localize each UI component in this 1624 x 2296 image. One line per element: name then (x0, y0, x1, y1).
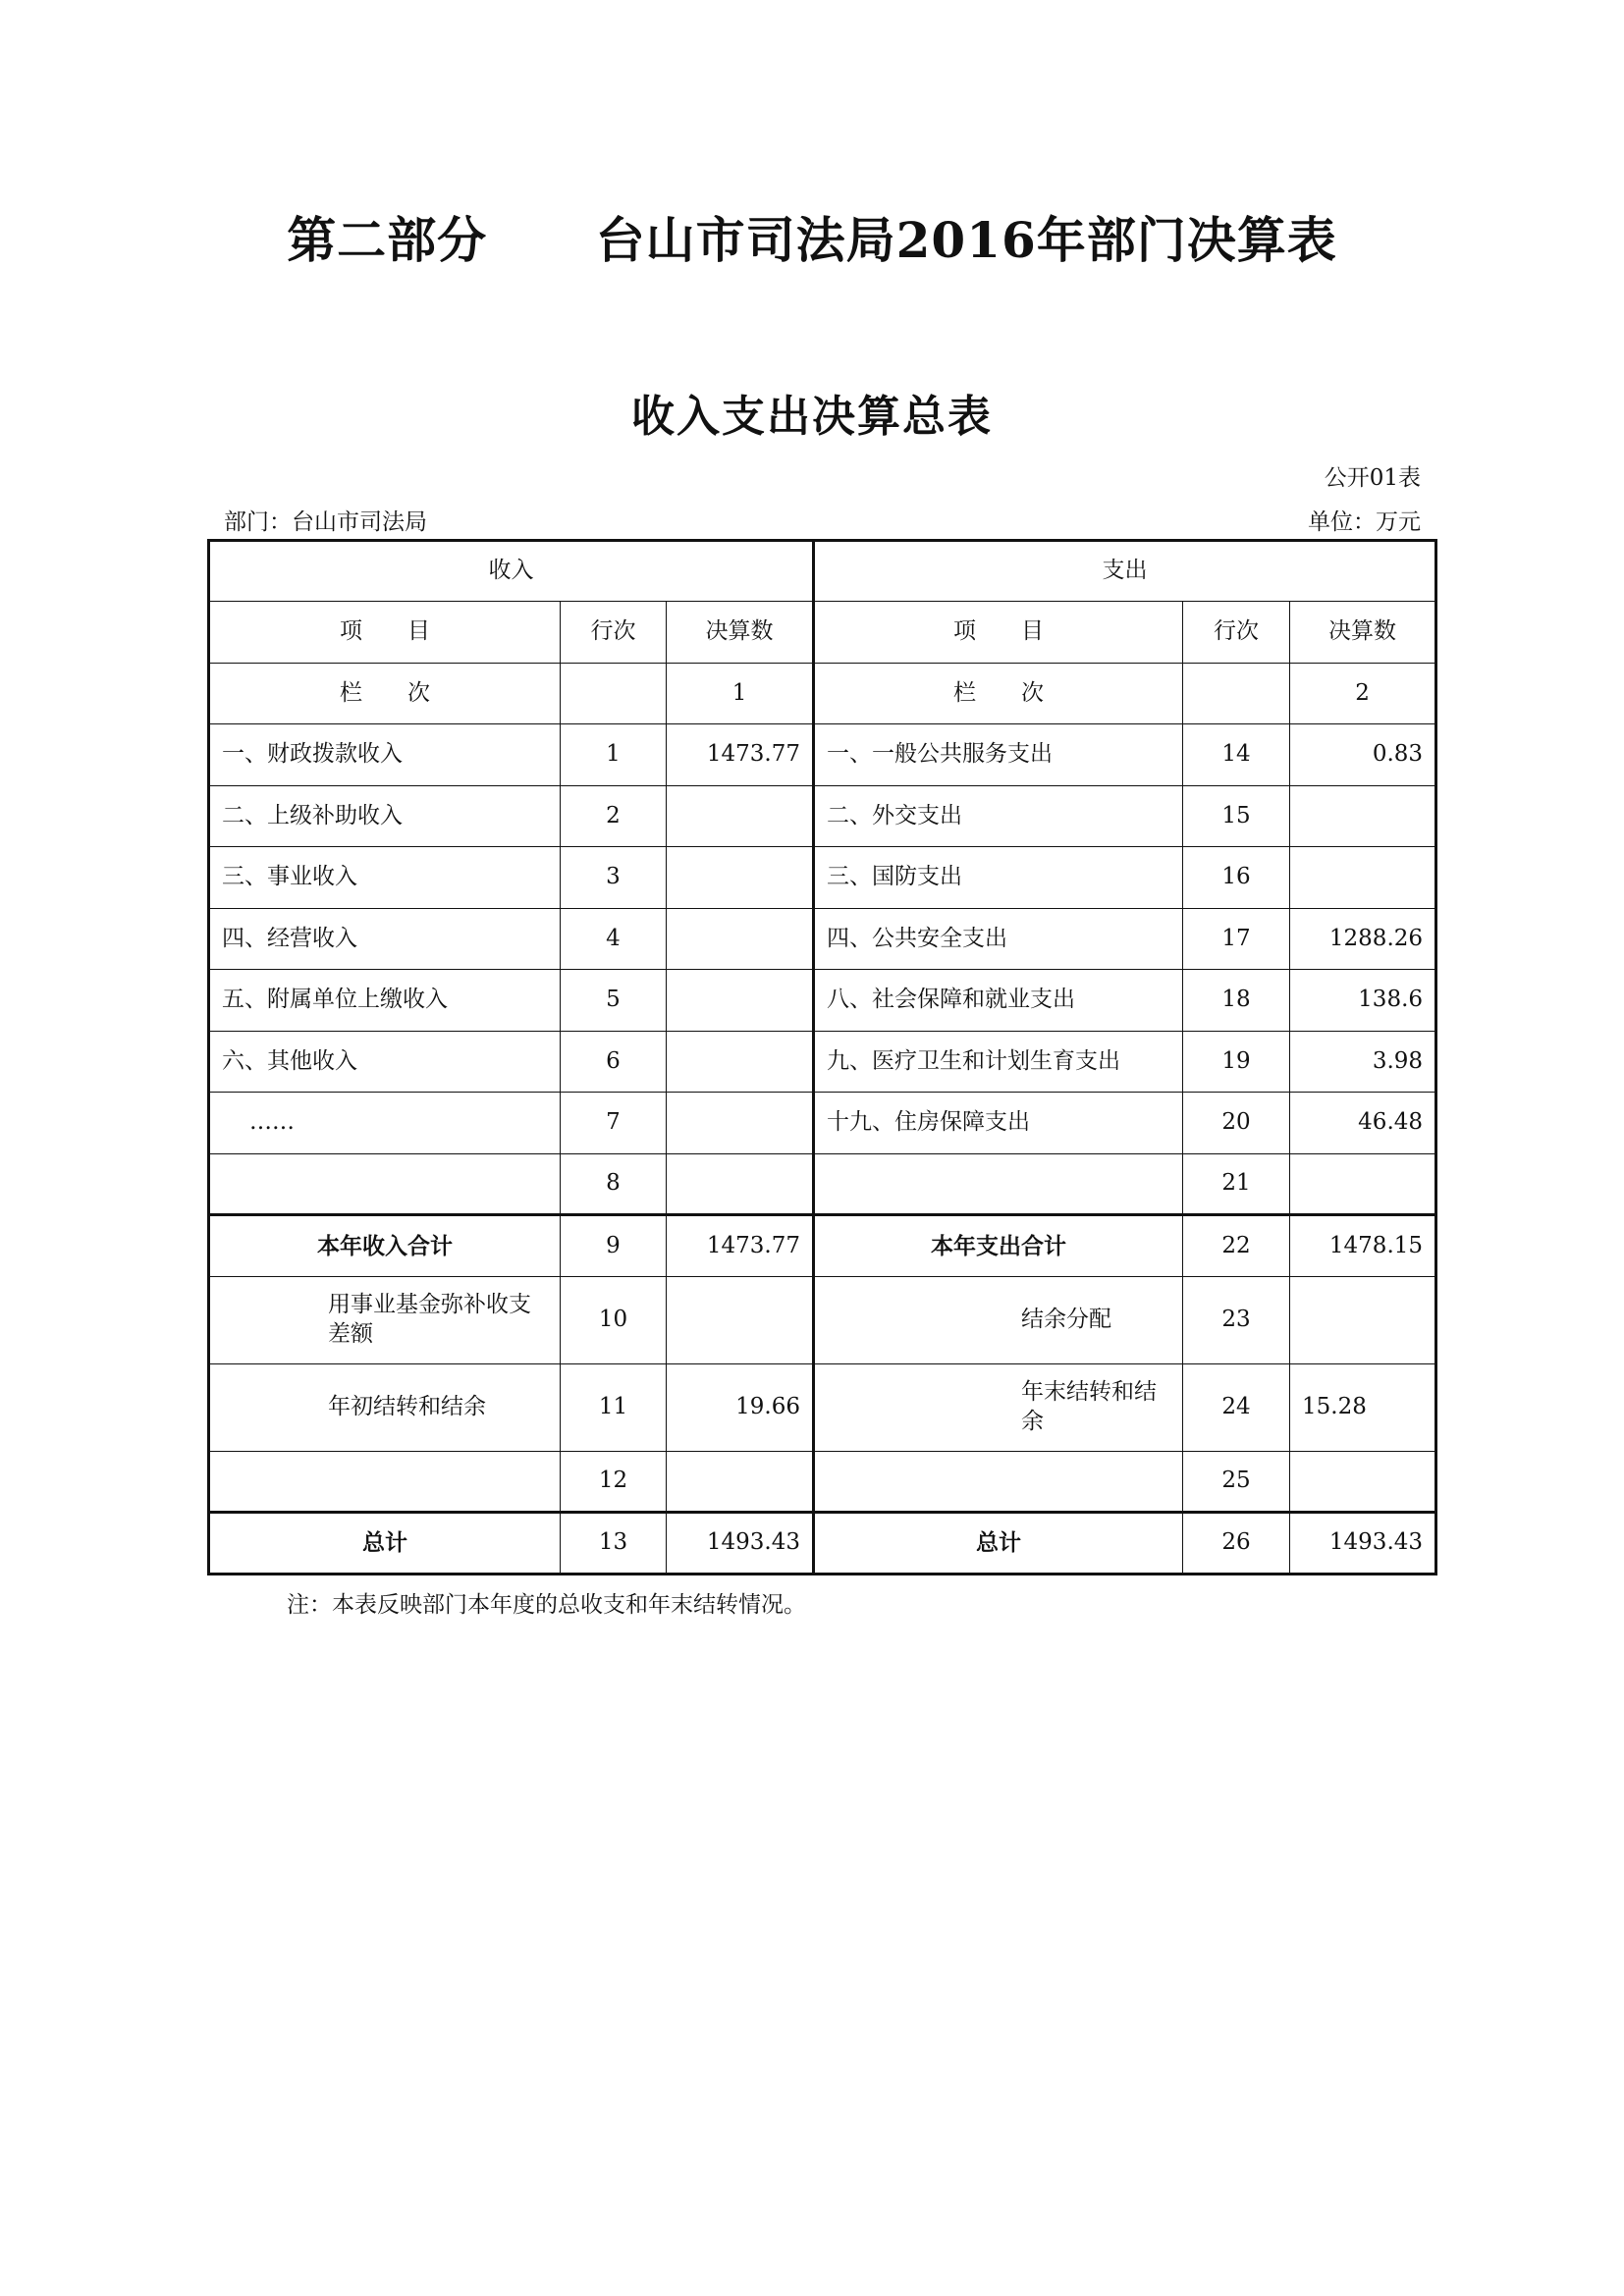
expense-amount: 138.6 (1290, 970, 1436, 1032)
table-row (209, 1032, 1436, 1093)
income-item: 一、财政拨款收入 (209, 724, 561, 786)
grand-total-row (209, 1513, 1436, 1575)
expense-carry-over-item: 年末结转和结余 (814, 1364, 1183, 1452)
expense-row-no: 20 (1183, 1093, 1290, 1154)
expense-grand-total-amount: 1493.43 (1290, 1513, 1436, 1575)
expense-item: 四、公共安全支出 (814, 909, 1183, 970)
expense-amount: 0.83 (1290, 724, 1436, 786)
income-row-no: 9 (561, 1215, 667, 1277)
fund-adjustment-row (209, 1277, 1436, 1364)
expense-item: 八、社会保障和就业支出 (814, 970, 1183, 1032)
expense-row-no-header: 行次 (1183, 602, 1290, 664)
income-row-no: 4 (561, 909, 667, 970)
income-year-total-label: 本年收入合计 (209, 1215, 561, 1277)
income-amount (667, 786, 814, 847)
expense-row-no: 18 (1183, 970, 1290, 1032)
empty-cell (1290, 1452, 1436, 1513)
department-label: 部门：台山市司法局 (224, 509, 427, 535)
expense-amount: 3.98 (1290, 1032, 1436, 1093)
expense-row-no: 23 (1183, 1277, 1290, 1364)
income-amount (667, 1277, 814, 1364)
income-amount (667, 1154, 814, 1215)
income-row-no: 13 (561, 1513, 667, 1575)
expense-grand-total-label: 总计 (814, 1513, 1183, 1575)
table-note: 注：本表反映部门本年度的总收支和年末结转情况。 (287, 1592, 806, 1618)
table-row (209, 847, 1436, 909)
expense-column-index: 2 (1290, 664, 1436, 724)
page-title: 第二部分 台山市司法局2016年部门决算表 (287, 211, 1337, 269)
income-item-header: 项 目 (209, 602, 561, 664)
income-row-no: 7 (561, 1093, 667, 1154)
table-row (209, 1452, 1436, 1513)
empty-cell (814, 1452, 1183, 1513)
expense-surplus-distribution-item: 结余分配 (814, 1277, 1183, 1364)
table-row (209, 1093, 1436, 1154)
expense-year-total-label: 本年支出合计 (814, 1215, 1183, 1277)
column-index-row (209, 664, 1436, 724)
income-column-index: 1 (667, 664, 814, 724)
expense-item: 二、外交支出 (814, 786, 1183, 847)
income-item: 四、经营收入 (209, 909, 561, 970)
income-column-label: 栏 次 (209, 664, 561, 724)
table-row (209, 970, 1436, 1032)
income-item: 六、其他收入 (209, 1032, 561, 1093)
income-row-no: 11 (561, 1364, 667, 1452)
expense-row-no: 16 (1183, 847, 1290, 909)
empty-cell (667, 1452, 814, 1513)
income-section-header: 收入 (209, 541, 814, 602)
column-header-row (209, 602, 1436, 664)
income-row-no: 1 (561, 724, 667, 786)
section-header-row (209, 541, 1436, 602)
expense-item: 九、医疗卫生和计划生育支出 (814, 1032, 1183, 1093)
income-item: …… (209, 1093, 561, 1154)
expense-amount (1290, 1154, 1436, 1215)
income-item: 五、附属单位上缴收入 (209, 970, 561, 1032)
income-amount-header: 决算数 (667, 602, 814, 664)
income-fund-item: 用事业基金弥补收支差额 (209, 1277, 561, 1364)
expense-item: 三、国防支出 (814, 847, 1183, 909)
expense-row-no: 15 (1183, 786, 1290, 847)
income-row-no: 8 (561, 1154, 667, 1215)
expense-carry-over-amount: 15.28 (1290, 1364, 1436, 1452)
income-amount: 1473.77 (667, 724, 814, 786)
income-row-no-header: 行次 (561, 602, 667, 664)
income-amount (667, 909, 814, 970)
expense-item-header: 项 目 (814, 602, 1183, 664)
unit-label: 单位：万元 (1308, 509, 1421, 535)
income-amount (667, 1093, 814, 1154)
income-grand-total-label: 总计 (209, 1513, 561, 1575)
income-row-no: 2 (561, 786, 667, 847)
empty-cell (561, 664, 667, 724)
expense-row-no: 25 (1183, 1452, 1290, 1513)
income-amount (667, 970, 814, 1032)
expense-amount-header: 决算数 (1290, 602, 1436, 664)
expense-column-label: 栏 次 (814, 664, 1183, 724)
expense-amount (1290, 786, 1436, 847)
empty-cell (1183, 664, 1290, 724)
income-carry-over-item: 年初结转和结余 (209, 1364, 561, 1452)
income-expense-summary-table (207, 539, 1437, 1575)
expense-amount: 46.48 (1290, 1093, 1436, 1154)
table-row (209, 909, 1436, 970)
expense-row-no: 19 (1183, 1032, 1290, 1093)
expense-amount: 1288.26 (1290, 909, 1436, 970)
income-amount (667, 847, 814, 909)
expense-row-no: 14 (1183, 724, 1290, 786)
income-row-no: 10 (561, 1277, 667, 1364)
expense-row-no: 22 (1183, 1215, 1290, 1277)
income-carry-over-amount: 19.66 (667, 1364, 814, 1452)
expense-amount (1290, 1277, 1436, 1364)
expense-item: 一、一般公共服务支出 (814, 724, 1183, 786)
expense-row-no: 21 (1183, 1154, 1290, 1215)
table-row (209, 1154, 1436, 1215)
table-code: 公开01表 (1324, 465, 1421, 491)
expense-item: 十九、住房保障支出 (814, 1093, 1183, 1154)
expense-row-no: 24 (1183, 1364, 1290, 1452)
income-grand-total-amount: 1493.43 (667, 1513, 814, 1575)
expense-amount (1290, 847, 1436, 909)
income-item: 三、事业收入 (209, 847, 561, 909)
table-row (209, 724, 1436, 786)
table-title: 收入支出决算总表 (631, 392, 993, 442)
table-row (209, 786, 1436, 847)
empty-cell (209, 1452, 561, 1513)
income-item: 二、上级补助收入 (209, 786, 561, 847)
expense-section-header: 支出 (814, 541, 1436, 602)
income-amount (667, 1032, 814, 1093)
income-row-no: 6 (561, 1032, 667, 1093)
expense-year-total-amount: 1478.15 (1290, 1215, 1436, 1277)
expense-item (814, 1154, 1183, 1215)
income-row-no: 5 (561, 970, 667, 1032)
income-year-total-amount: 1473.77 (667, 1215, 814, 1277)
expense-row-no: 26 (1183, 1513, 1290, 1575)
year-total-row (209, 1215, 1436, 1277)
income-row-no: 12 (561, 1452, 667, 1513)
income-item (209, 1154, 561, 1215)
income-row-no: 3 (561, 847, 667, 909)
expense-row-no: 17 (1183, 909, 1290, 970)
carry-over-row (209, 1364, 1436, 1452)
